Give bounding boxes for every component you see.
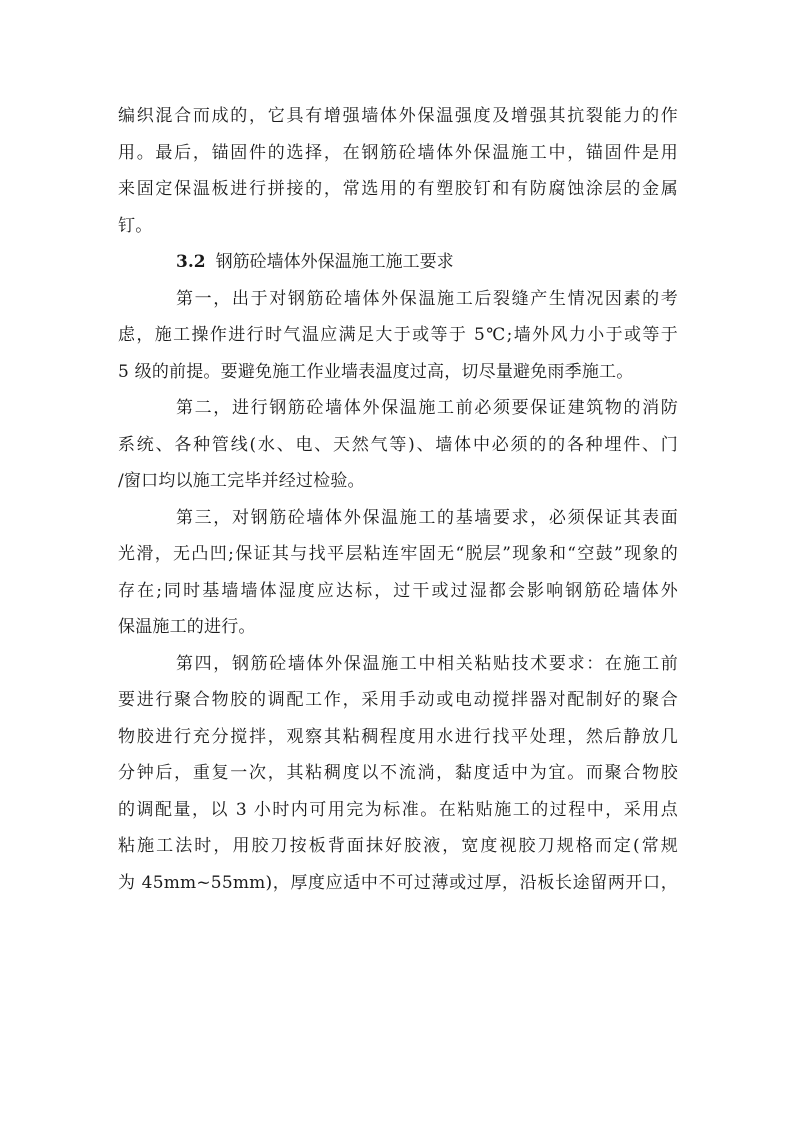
text-line: /窗口均以施工完毕并经过检验。 (118, 471, 365, 491)
section-heading (118, 244, 678, 281)
text-line: 保温施工的进行。 (118, 617, 256, 637)
text-line: 钉。 (118, 215, 153, 236)
text-line: 存在;同时基墙墙体湿度应达标，过干或过湿都会影响钢筋砼墙体外 (118, 580, 678, 601)
text-line: 第三，对钢筋砼墙体外保温施工的基墙要求，必须保证其表面 (176, 507, 678, 528)
paragraph-second (118, 390, 678, 500)
text-line: 粘施工法时，用胶刀按板背面抹好胶液，宽度视胶刀规格而定(常规 (118, 836, 678, 856)
text-line: 系统、各种管线(水、电、天然气等)、墙体中必须的的各种埋件、门 (118, 434, 678, 455)
text-line: 物胶进行充分搅拌，观察其粘稠程度用水进行找平处理，然后静放几 (118, 726, 678, 747)
paragraph-first (118, 281, 678, 391)
text-line: 第一，出于对钢筋砼墙体外保温施工后裂缝产生情况因素的考 (176, 288, 678, 309)
section-number: 3.2 (176, 252, 206, 272)
paragraph-third (118, 500, 678, 646)
text-line: 来固定保温板进行拼接的，常选用的有塑胶钉和有防腐蚀涂层的金属 (118, 179, 678, 199)
text-line: 第四，钢筋砼墙体外保温施工中相关粘贴技术要求：在施工前 (176, 653, 678, 674)
text-line: 用。最后，锚固件的选择，在钢筋砼墙体外保温施工中，锚固件是用 (118, 142, 678, 163)
text-line: 要进行聚合物胶的调配工作，采用手动或电动搅拌器对配制好的聚合 (118, 690, 678, 710)
text-line: 编织混合而成的，它具有增强墙体外保温强度及增强其抗裂能力的作 (118, 106, 678, 126)
text-line: 分钟后，重复一次，其粘稠度以不流淌，黏度适中为宜。而聚合物胶 (118, 763, 678, 783)
text-line: 为 45mm~55mm)，厚度应适中不可过薄或过厚，沿板长途留两开口， (118, 872, 678, 893)
text-line: 虑，施工操作进行时气温应满足大于或等于 5℃;墙外风力小于或等于 (118, 325, 678, 345)
document-body (118, 98, 678, 901)
paragraph-continued (118, 98, 678, 244)
text-line: 第二，进行钢筋砼墙体外保温施工前必须要保证建筑物的消防 (176, 398, 678, 418)
text-line: 光滑，无凸凹;保证其与找平层粘连牢固无“脱层”现象和“空鼓”现象的 (118, 544, 678, 564)
text-line: 的调配量，以 3 小时内可用完为标准。在粘贴施工的过程中，采用点 (118, 799, 678, 820)
paragraph-fourth (118, 646, 678, 902)
text-line: 5 级的前提。要避免施工作业墙表温度过高，切尽量避免雨季施工。 (118, 361, 634, 382)
section-title: 钢筋砼墙体外保温施工施工要求 (215, 252, 454, 272)
